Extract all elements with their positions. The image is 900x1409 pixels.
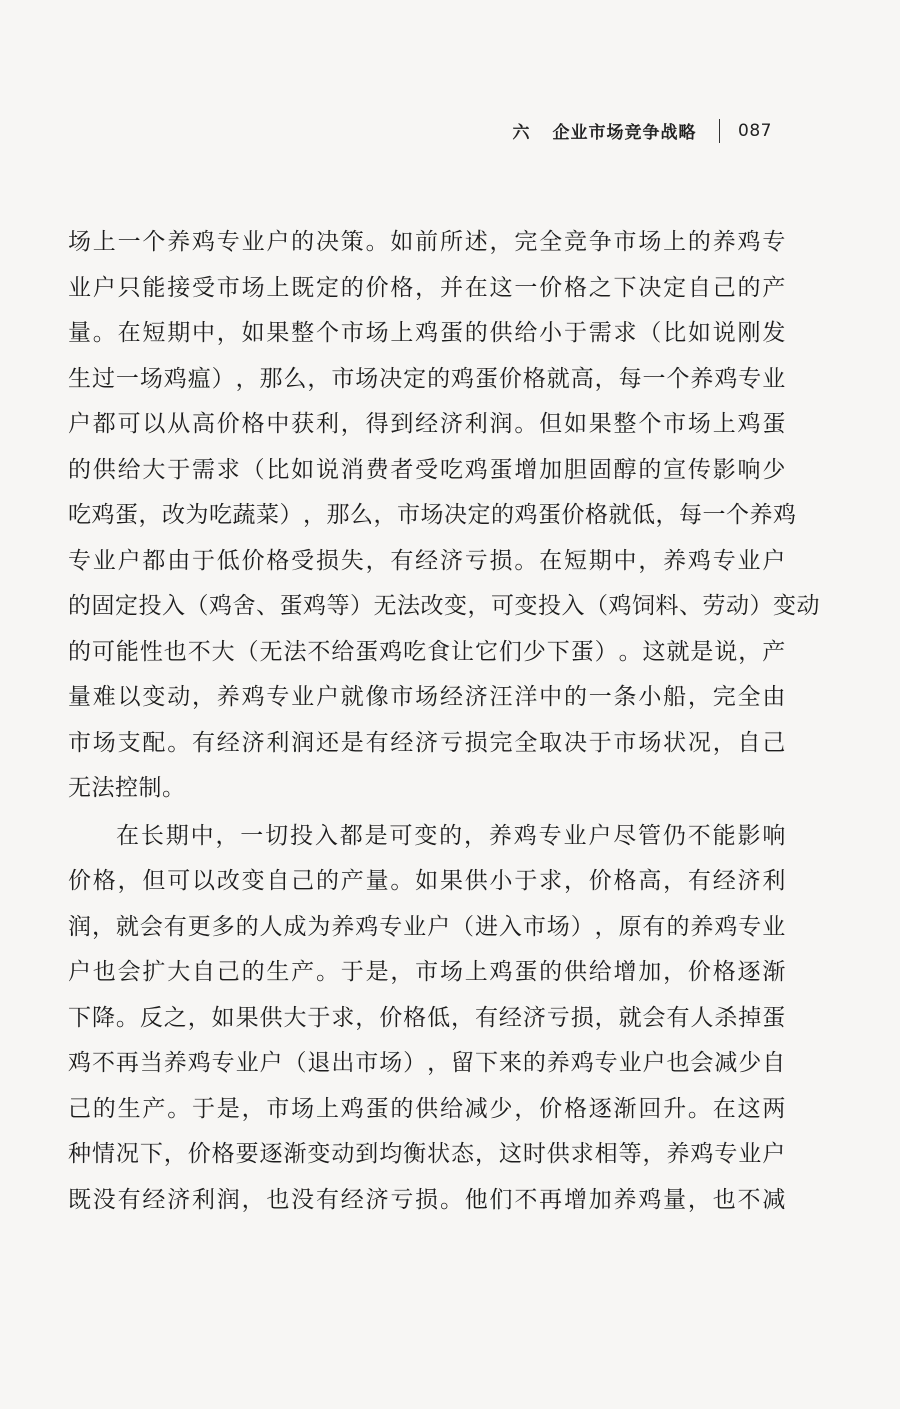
paragraph-1 bbox=[68, 220, 820, 812]
chapter-number: 六 bbox=[512, 123, 531, 143]
text-line: 生 过 一 场 鸡 瘟 ） ， 那 么 ， 市 场 决 定 的 鸡 蛋 价 格 就 高 ， 每 一 个 养 鸡 专 业 bbox=[68, 365, 786, 392]
chapter-title: 企业市场竞争战略 bbox=[552, 123, 697, 143]
text-line: 市 场 支 配 。 有 经 济 利 润 还 是 有 经 济 亏 损 完 全 取 决 于 市 场 状 况 ， 自 己 bbox=[68, 729, 786, 756]
text-line: 业 户 只 能 接 受 市 场 上 既 定 的 价 格 ， 并 在 这 一 价 格 之 下 决 定 自 己 的 产 bbox=[68, 274, 786, 301]
text-line: 专 业 户 都 由 于 低 价 格 受 损 失 ， 有 经 济 亏 损 。 在 短 期 中 ， 养 鸡 专 业 户 bbox=[68, 547, 786, 574]
text-line: 吃 鸡 蛋 ， 改 为 吃 蔬 菜 ） ， 那 么 ， 市 场 决 定 的 鸡 蛋 价 格 就 低 ， 每 一 个 养 鸡 bbox=[68, 502, 797, 528]
text-line: 在 长 期 中 ， 一 切 投 入 都 是 可 变 的 ， 养 鸡 专 业 户 尽 管 仍 不 能 影 响 bbox=[116, 822, 786, 849]
text-line: 无法控制。 bbox=[68, 775, 186, 801]
text-line: 价 格 ， 但 可 以 改 变 自 己 的 产 量 。 如 果 供 小 于 求 ， 价 格 高 ， 有 经 济 利 bbox=[68, 868, 786, 894]
text-line: 己 的 生 产 。 于 是 ， 市 场 上 鸡 蛋 的 供 给 减 少 ， 价 格 逐 渐 回 升 。 在 这 两 bbox=[68, 1095, 786, 1122]
text-line: 的 可 能 性 也 不 大 （ 无 法 不 给 蛋 鸡 吃 食 让 它 们 少 下 蛋 ） 。 这 就 是 说 ， 产 bbox=[68, 638, 786, 665]
page-number: 087 bbox=[738, 120, 772, 141]
text-line: 种 情 况 下 ， 价 格 要 逐 渐 变 动 到 均 衡 状 态 ， 这 时 供 求 相 等 ， 养 鸡 专 业 户 bbox=[68, 1141, 786, 1167]
text-line: 场 上 一 个 养 鸡 专 业 户 的 决 策 。 如 前 所 述 ， 完 全 竞 争 市 场 上 的 养 鸡 专 bbox=[68, 229, 786, 255]
body-text bbox=[68, 220, 820, 1223]
text-line: 鸡 不 再 当 养 鸡 专 业 户 （ 退 出 市 场 ） ， 留 下 来 的 养 鸡 专 业 户 也 会 减 少 自 bbox=[68, 1050, 786, 1076]
text-line: 既 没 有 经 济 利 润 ， 也 没 有 经 济 亏 损 。 他 们 不 再 增 加 养 鸡 量 ， 也 不 减 bbox=[68, 1186, 786, 1213]
text-line: 户 都 可 以 从 高 价 格 中 获 利 ， 得 到 经 济 利 润 。 但 如 果 整 个 市 场 上 鸡 蛋 bbox=[68, 411, 786, 437]
text-line: 的 供 给 大 于 需 求 （ 比 如 说 消 费 者 受 吃 鸡 蛋 增 加 胆 固 醇 的 宣 传 影 响 少 bbox=[68, 456, 786, 483]
text-line: 下 降 。 反 之 ， 如 果 供 大 于 求 ， 价 格 低 ， 有 经 济 亏 损 ， 就 会 有 人 杀 掉 蛋 bbox=[68, 1004, 786, 1031]
text-line: 的 固 定 投 入 （ 鸡 舍 、 蛋 鸡 等 ） 无 法 改 变 ， 可 变 投 入 （ 鸡 饲 料 、 劳 动 ） 变 动 bbox=[68, 593, 820, 619]
running-header bbox=[513, 118, 772, 143]
paragraph-2 bbox=[68, 814, 786, 1224]
text-line: 户 也 会 扩 大 自 己 的 生 产 。 于 是 ， 市 场 上 鸡 蛋 的 供 给 增 加 ， 价 格 逐 渐 bbox=[68, 959, 786, 985]
text-line: 量 难 以 变 动 ， 养 鸡 专 业 户 就 像 市 场 经 济 汪 洋 中 的 一 条 小 船 ， 完 全 由 bbox=[68, 684, 786, 710]
header-divider bbox=[719, 119, 721, 143]
text-line: 量 。 在 短 期 中 ， 如 果 整 个 市 场 上 鸡 蛋 的 供 给 小 于 需 求 （ 比 如 说 刚 发 bbox=[68, 320, 786, 346]
text-line: 润 ， 就 会 有 更 多 的 人 成 为 养 鸡 专 业 户 （ 进 入 市 场 ） ， 原 有 的 养 鸡 专 业 bbox=[68, 913, 786, 940]
